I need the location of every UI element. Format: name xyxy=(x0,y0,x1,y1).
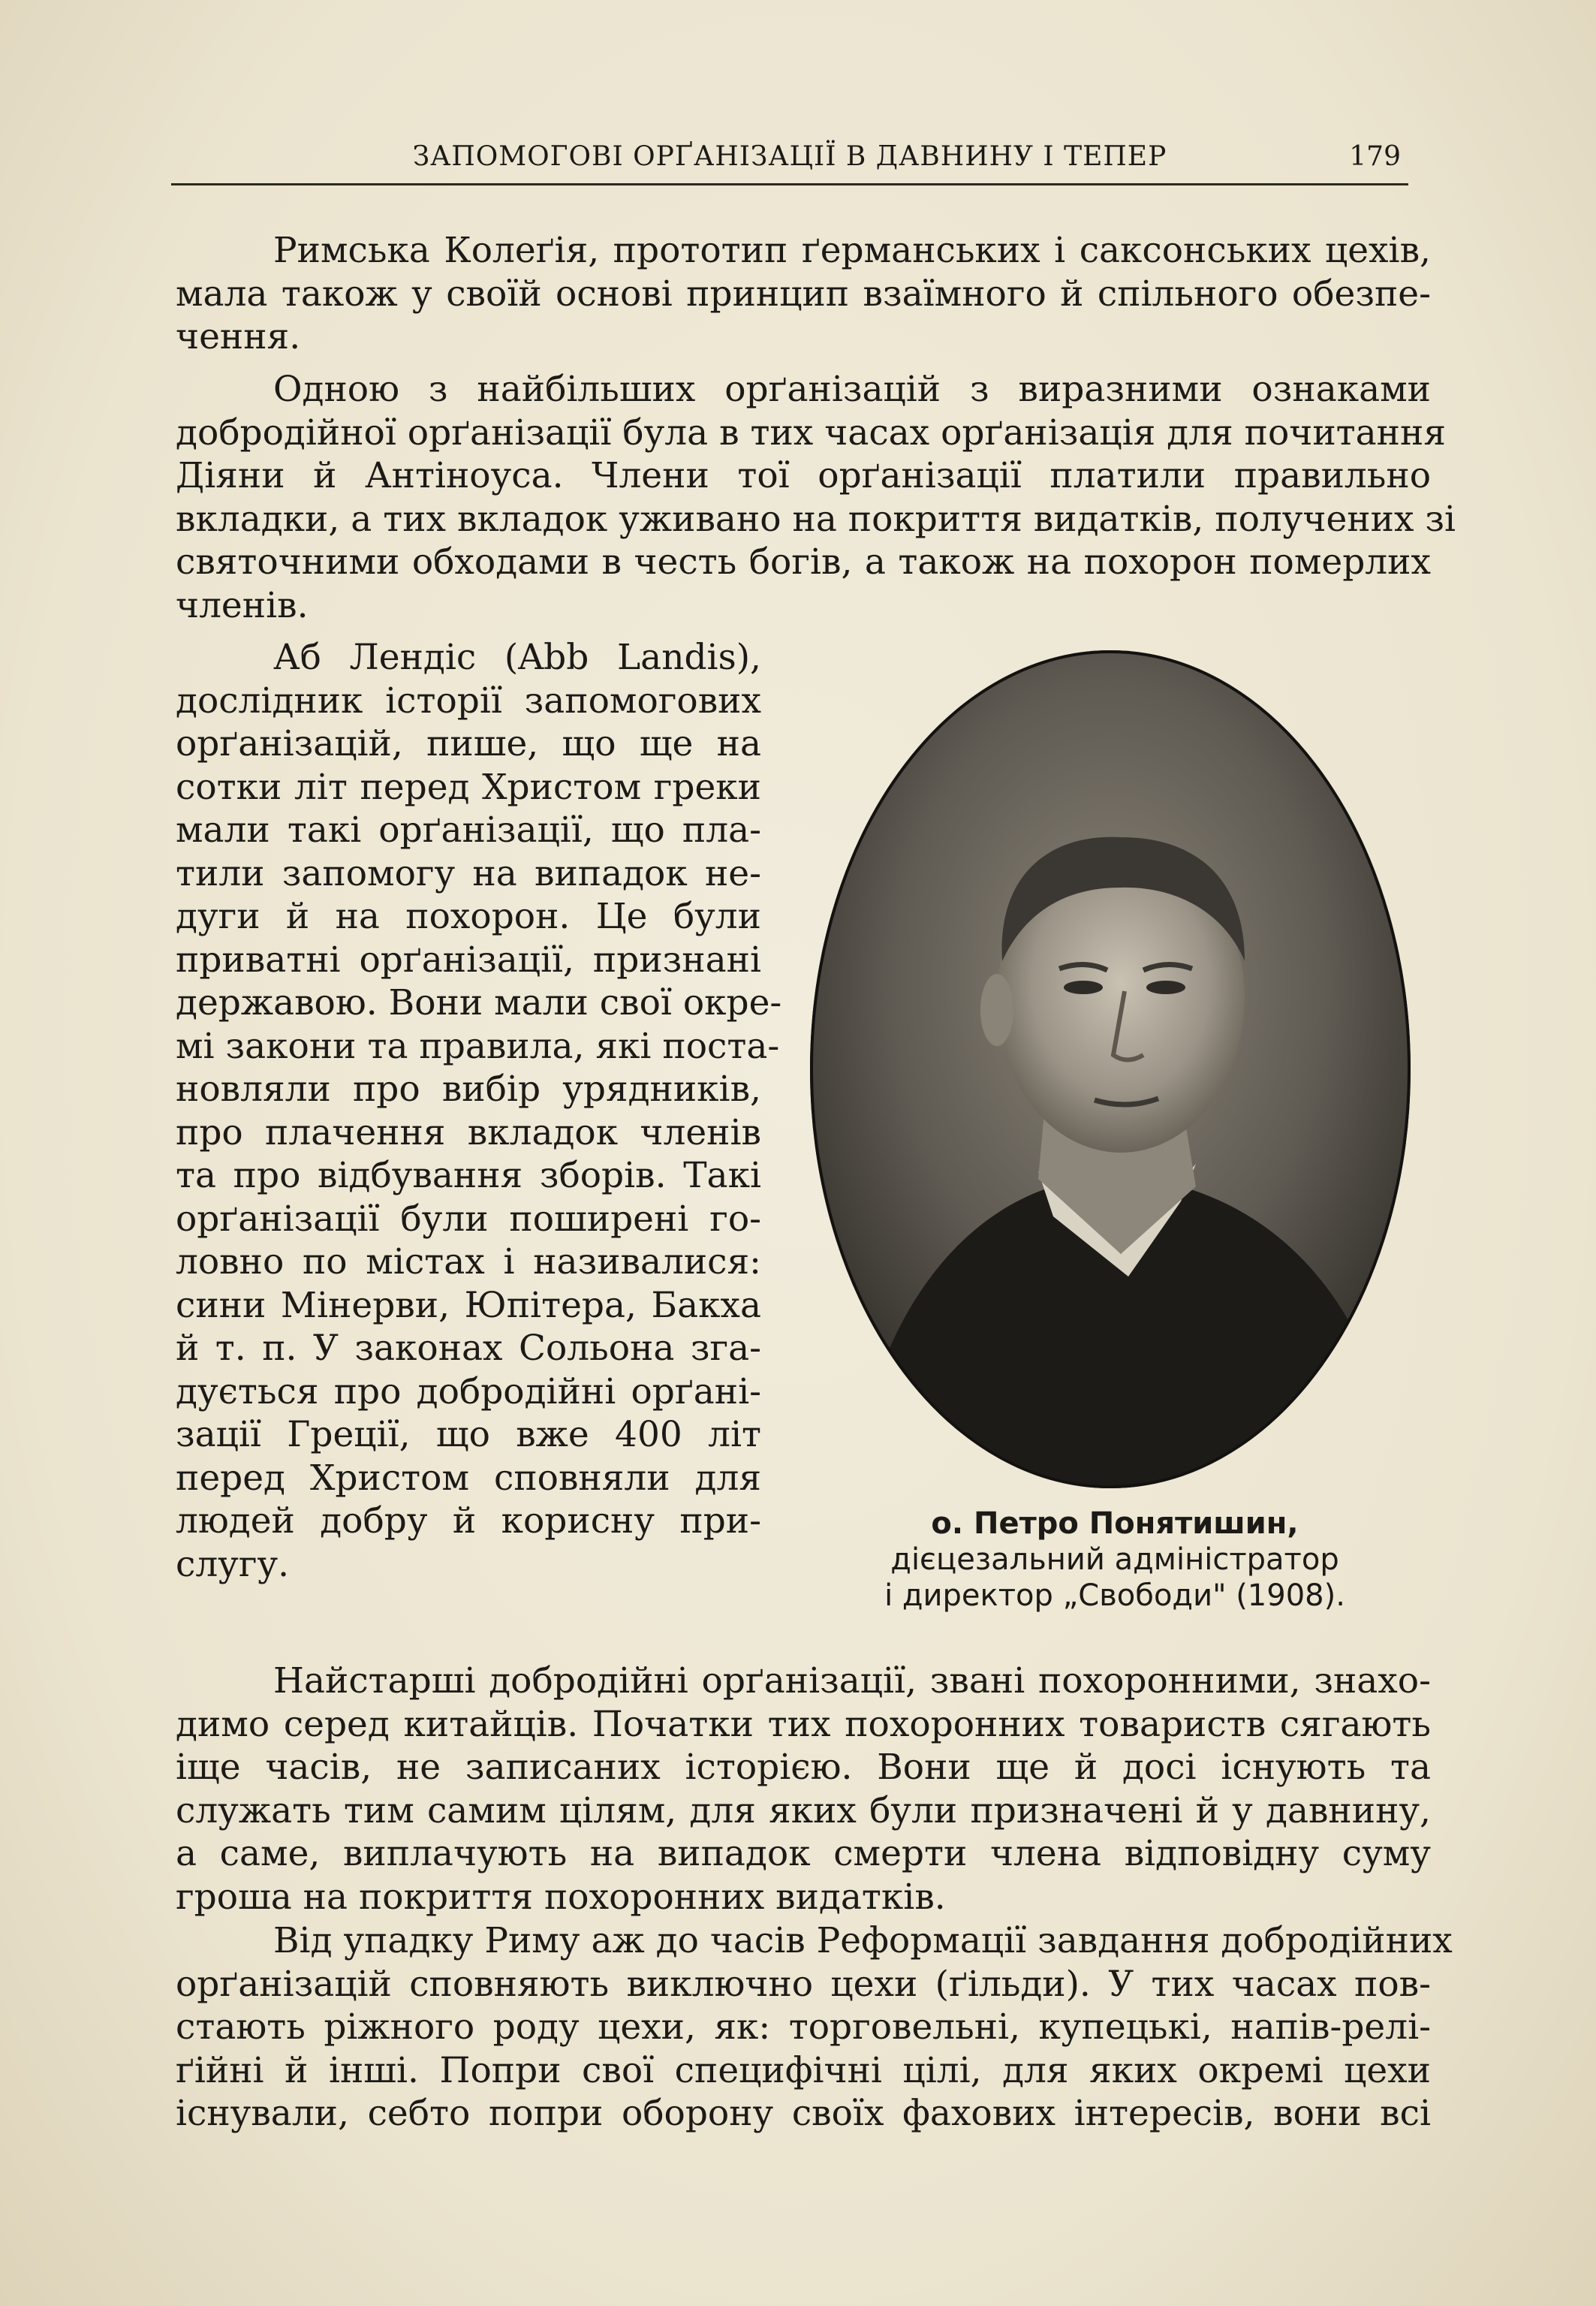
caption-name: о. Петро Понятишин, xyxy=(931,1506,1299,1541)
text-line: та про відбування зборів. Такі xyxy=(176,1155,761,1196)
text-line: служать тим самим цілям, для яких були призначені й у давнину, xyxy=(176,1789,1431,1831)
text-line: а саме, виплачують на випадок смерти члена відповідну суму xyxy=(176,1833,1431,1874)
text-line: слугу. xyxy=(176,1543,290,1585)
paragraph-roman-collegium xyxy=(176,229,1431,359)
caption-title: дієцезальний адміністратор xyxy=(890,1542,1339,1577)
page-number: 179 xyxy=(1349,141,1401,172)
photo-caption xyxy=(811,1506,1419,1614)
running-header xyxy=(171,134,1408,185)
text-line: Діяни й Антіноуса. Члени тої орґанізації платили правильно xyxy=(176,455,1431,496)
header-title: ЗАПОМОГОВІ ОРҐАНІЗАЦІЇ В ДАВНИНУ І ТЕПЕР xyxy=(412,141,1167,172)
text-line: членів. xyxy=(176,584,309,626)
text-line: мі закони та правила, які поста- xyxy=(176,1025,780,1067)
text-line: існували, себто попри оборону своїх фахових інтересів, вони всі xyxy=(176,2093,1431,2134)
text-line: орґанізацій сповняють виключно цехи (ґільди). У тих часах пов- xyxy=(176,1963,1431,2005)
text-line: орґанізацій, пише, що ще на xyxy=(176,723,761,764)
text-line: приватні орґанізації, признані xyxy=(176,939,761,981)
paragraph-diana-antinous xyxy=(176,368,1456,627)
paragraph-abb-landis xyxy=(176,636,782,1586)
text-line: дується про добродійні орґані- xyxy=(176,1370,761,1412)
caption-role: і директор „Свободи" (1908). xyxy=(884,1578,1345,1613)
paragraph-chinese-funeral-societies xyxy=(176,1659,1431,1919)
portrait-photo xyxy=(806,646,1415,1493)
text-line: чення. xyxy=(176,316,301,357)
paragraph-guilds xyxy=(176,1919,1453,2136)
text-line: перед Христом сповняли для xyxy=(176,1457,761,1499)
text-line: Одною з найбільших орґанізацій з виразними ознаками xyxy=(273,369,1431,410)
text-line: дослідник історії запомогових xyxy=(176,680,761,722)
text-line: про плачення вкладок членів xyxy=(176,1111,761,1153)
text-line: Найстарші добродійні орґанізації, звані похоронними, знахо- xyxy=(273,1660,1431,1702)
text-line: зації Греції, що вже 400 літ xyxy=(176,1414,761,1455)
text-line: сини Мінерви, Юпітера, Бакха xyxy=(176,1284,761,1326)
text-line: сотки літ перед Христом греки xyxy=(176,766,761,808)
text-line: мали такі орґанізації, що пла- xyxy=(176,809,761,851)
text-line: ґійні й інші. Попри свої специфічні цілі, для яких окремі цехи xyxy=(176,2049,1431,2091)
text-line: добродійної орґанізації була в тих часах орґанізація для почитання xyxy=(176,411,1446,454)
text-line: стають ріжного роду цехи, як: торговельні, купецькі, напів-релі- xyxy=(176,2006,1431,2048)
text-line: новляли про вибір урядників, xyxy=(176,1069,761,1110)
portrait-oval-image xyxy=(806,646,1415,1493)
text-line: іще часів, не записаних історією. Вони ще й досі існують та xyxy=(176,1747,1431,1788)
text-line: Аб Лендіс (Abb Landis), xyxy=(273,637,761,678)
text-line: державою. Вони мали свої окре- xyxy=(176,982,782,1023)
text-line: святочними обходами в честь богів, а також на похорон померлих xyxy=(176,541,1431,583)
text-line: мала також у своїй основі принцип взаїмного й спільного обезпе- xyxy=(176,273,1431,315)
text-line: гроша на покриття похоронних видатків. xyxy=(176,1876,946,1918)
text-line: Римська Колеґія, прототип ґерманських і саксонських цехів, xyxy=(273,230,1431,271)
text-line: вкладки, а тих вкладок уживано на покриття видатків, получених зі xyxy=(176,498,1456,540)
text-line: димо серед китайців. Початки тих похоронних товариств сягають xyxy=(176,1703,1431,1745)
text-line: дуги й на похорон. Це були xyxy=(176,896,761,937)
text-line: Від упадку Риму аж до часів Реформації завдання добродійних xyxy=(273,1920,1453,1961)
text-line: й т. п. У законах Сольона зга- xyxy=(176,1328,761,1369)
text-line: тили запомогу на випадок не- xyxy=(176,852,761,894)
text-line: орґанізації були поширені го- xyxy=(176,1198,761,1240)
text-line: ловно по містах і називалися: xyxy=(176,1241,761,1283)
text-line: людей добру й корисну при- xyxy=(176,1500,761,1542)
